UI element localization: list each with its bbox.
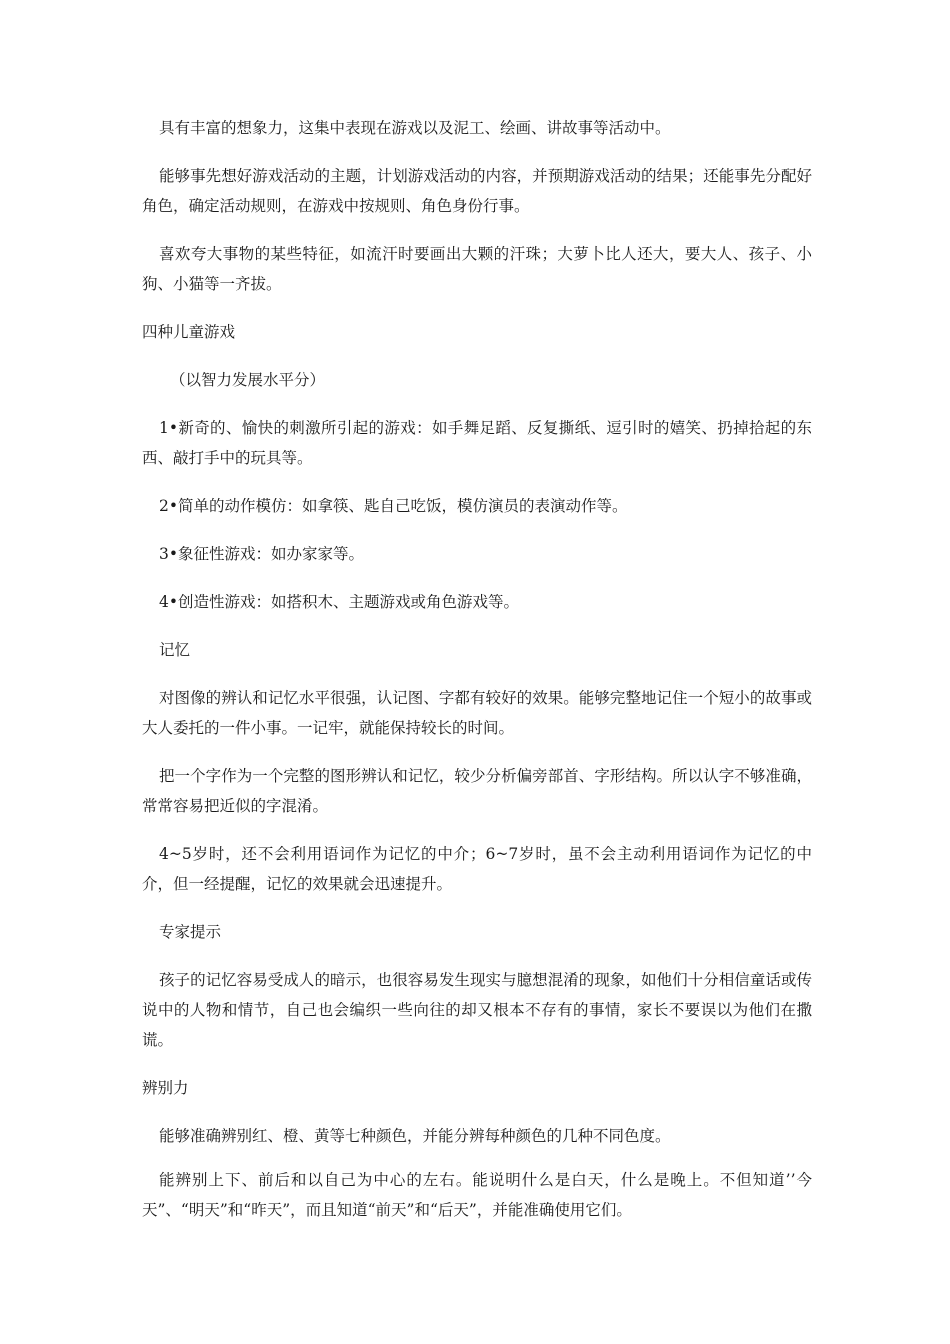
- paragraph-memory-age: 4~5岁时，还不会利用语词作为记忆的中介；6~7岁时，虽不会主动利用语词作为记忆的中介，但一经提醒，记忆的效果就会迅速提升。: [142, 845, 812, 893]
- paragraph-memory-images: 对图像的辨认和记忆水平很强，认记图、字都有较好的效果。能够完整地记住一个短小的故事或大人委托的一件小事。一记牢，就能保持较长的时间。: [142, 689, 812, 737]
- paragraph-directions-time: 能辨别上下、前后和以自己为中心的左右。能说明什么是白天，什么是晚上。不但知道’’今天”、“明天”和“昨天”，而且知道“前天”和“后天”，并能准确使用它们。: [142, 1171, 812, 1219]
- list-item-game-1: 1•新奇的、愉快的刺激所引起的游戏：如手舞足蹈、反复撕纸、逗引时的嬉笑、扔掉拾起的东西、敲打手中的玩具等。: [142, 419, 812, 467]
- paragraph-exaggeration: 喜欢夸大事物的某些特征，如流汗时要画出大颗的汗珠；大萝卜比人还大，要大人、孩子、小狗、小猫等一齐拔。: [142, 245, 812, 293]
- paragraph-imagination: 具有丰富的想象力，这集中表现在游戏以及泥工、绘画、讲故事等活动中。: [159, 119, 671, 137]
- list-item-game-2: 2•简单的动作模仿：如拿筷、匙自己吃饭，模仿演员的表演动作等。: [159, 497, 628, 515]
- subheading-by-intelligence: （以智力发展水平分）: [170, 371, 326, 389]
- paragraph-game-planning: 能够事先想好游戏活动的主题，计划游戏活动的内容，并预期游戏活动的结果；还能事先分配好角色，确定活动规则，在游戏中按规则、角色身份行事。: [142, 167, 812, 215]
- paragraph-memory-characters: 把一个字作为一个完整的图形辨认和记忆，较少分析偏旁部首、字形结构。所以认字不够准确，常常容易把近似的字混淆。: [142, 767, 812, 815]
- paragraph-colors: 能够准确辨别红、橙、黄等七种颜色，并能分辨每种颜色的几种不同色度。: [159, 1127, 671, 1145]
- paragraph-expert-tip: 孩子的记忆容易受成人的暗示，也很容易发生现实与臆想混淆的现象，如他们十分相信童话或传说中的人物和情节，自己也会编织一些向往的却又根本不存有的事情，家长不要误以为他们在撒谎。: [142, 971, 812, 1049]
- list-item-game-3: 3•象征性游戏：如办家家等。: [159, 545, 365, 563]
- heading-expert-tip: 专家提示: [159, 923, 222, 941]
- list-item-game-4: 4•创造性游戏：如搭积木、主题游戏或角色游戏等。: [159, 593, 520, 611]
- document-body: [142, 113, 812, 1243]
- heading-discernment: 辨别力: [142, 1079, 189, 1097]
- heading-four-games: 四种儿童游戏: [142, 323, 236, 341]
- heading-memory: 记忆: [159, 641, 191, 659]
